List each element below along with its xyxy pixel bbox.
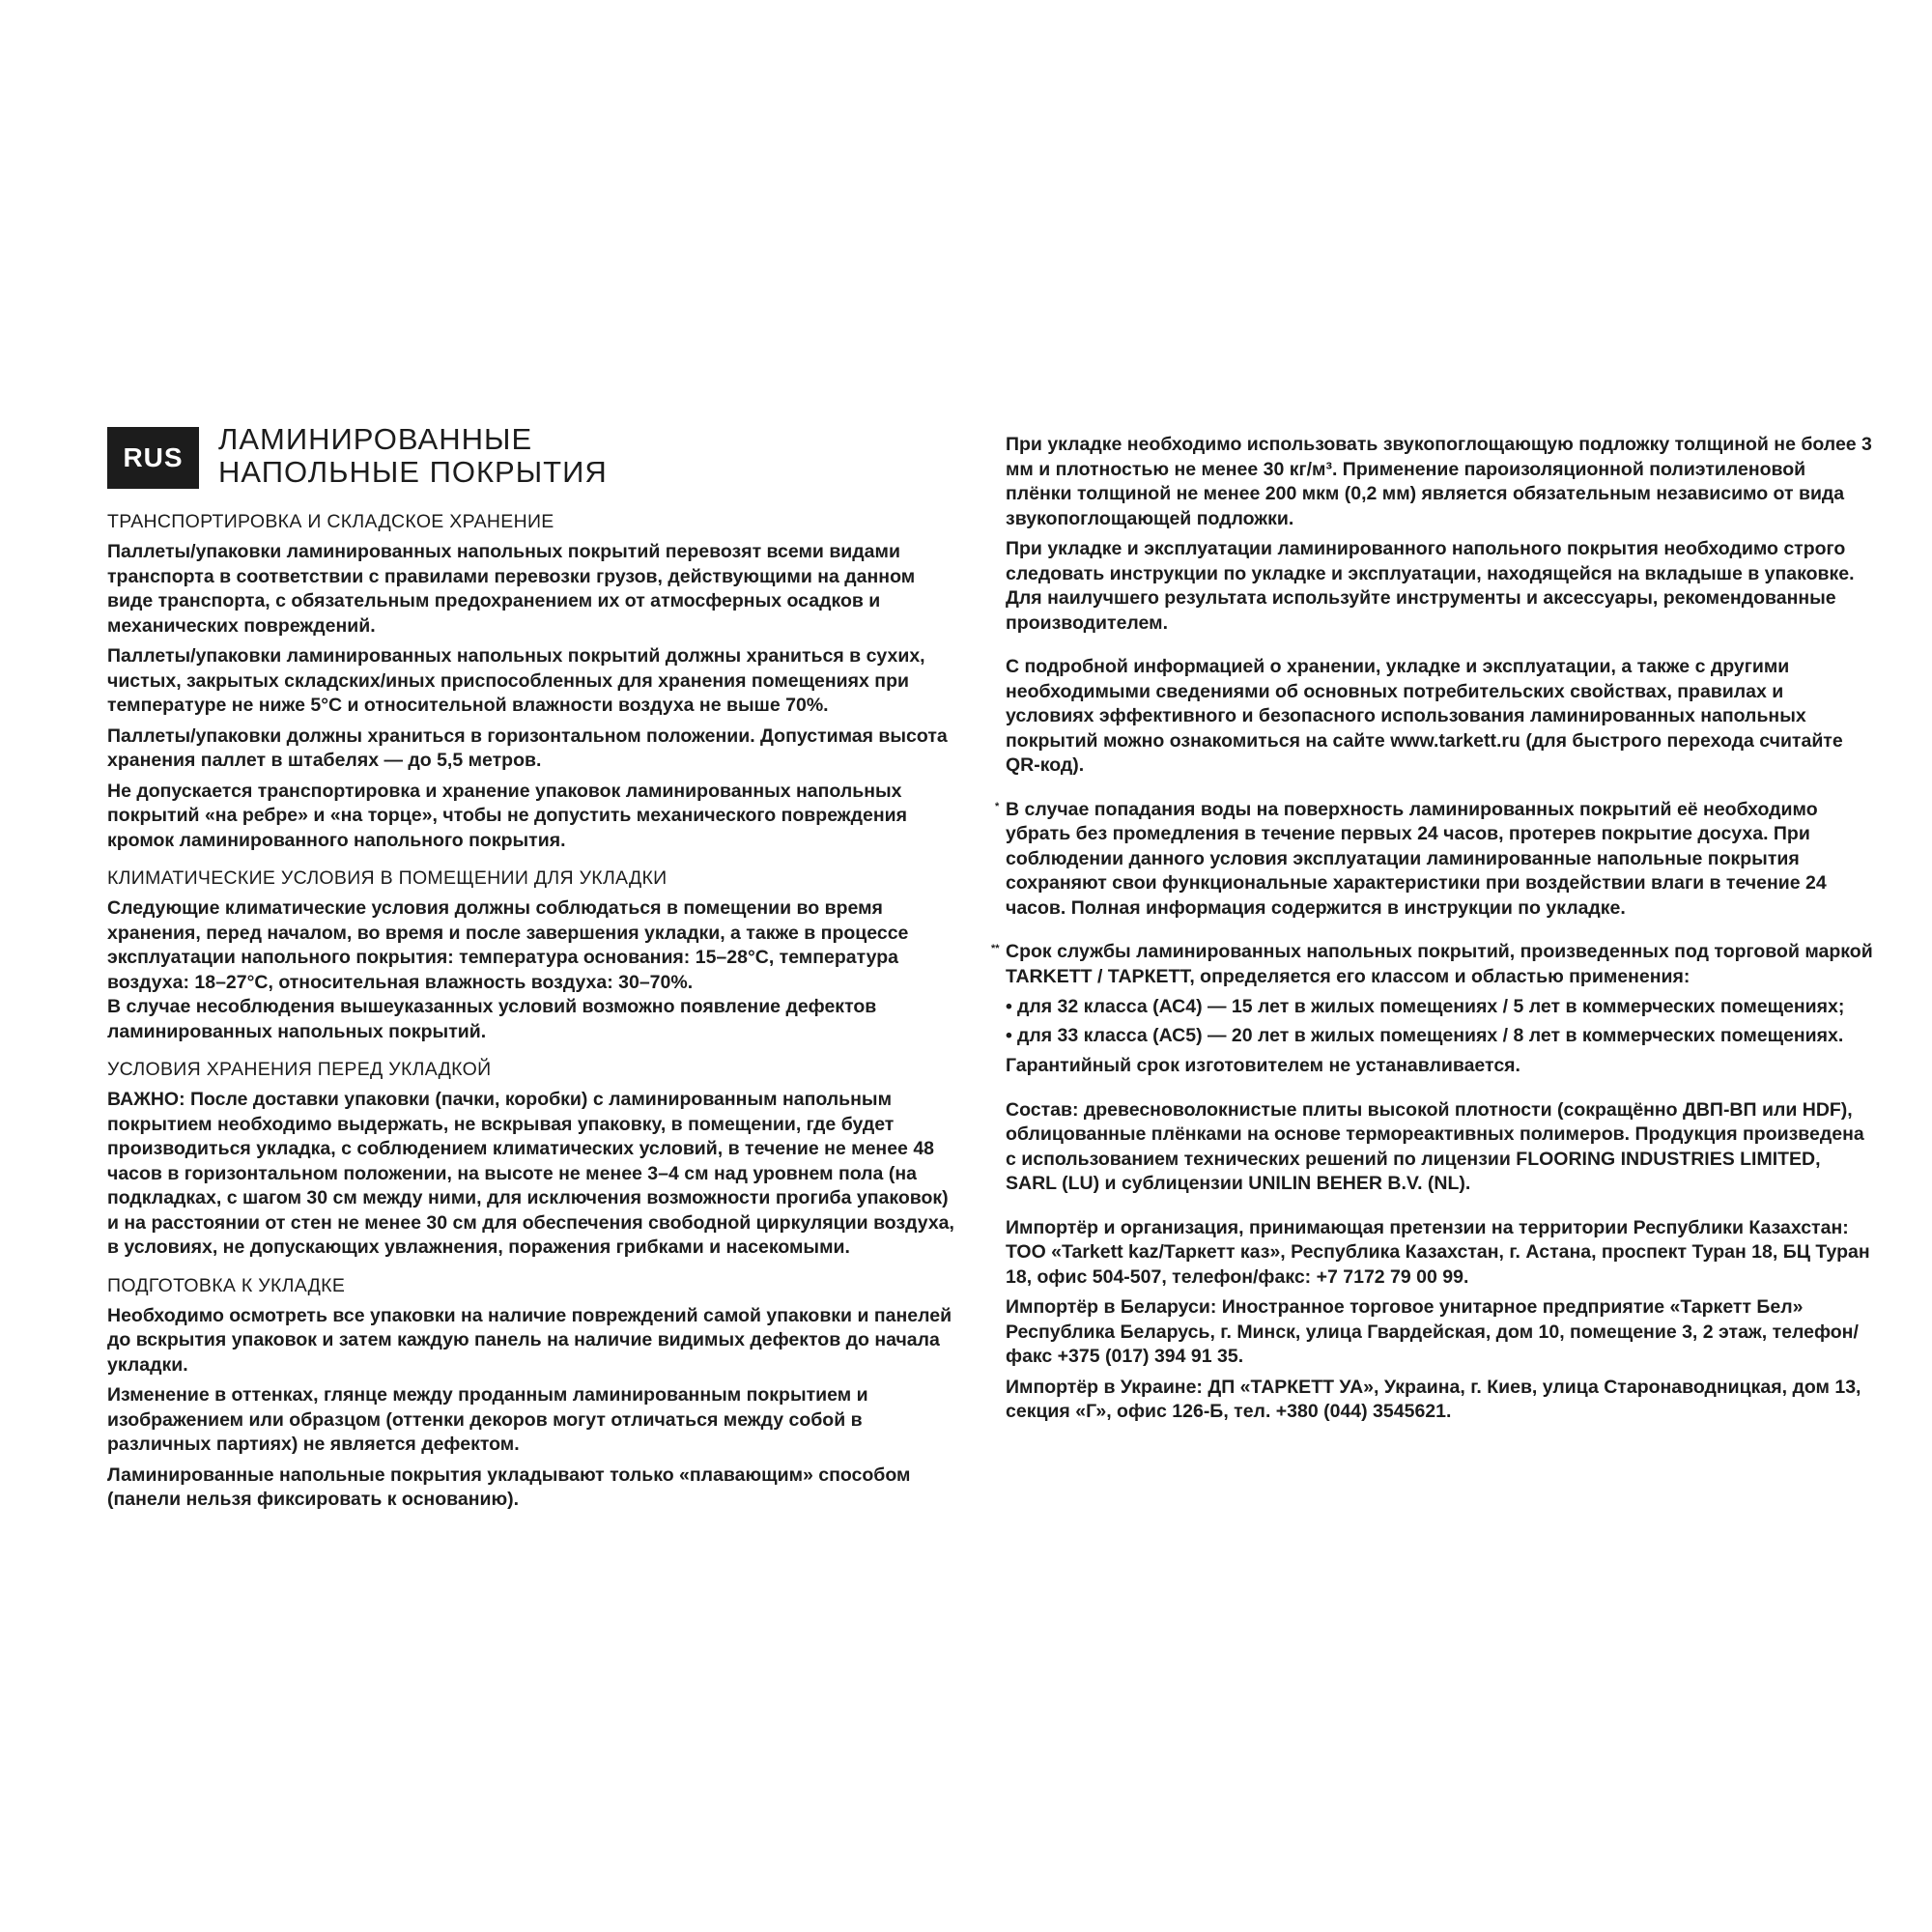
list-item: • для 33 класса (АС5) — 20 лет в жилых помещениях / 8 лет в коммерческих помещениях. — [1006, 1024, 1875, 1049]
paragraph: ВАЖНО: После доставки упаковки (пачки, коробки) с ламинированным напольным покрытием необходимо выдержать, не вскрывая упаковку, в помещении, где будет производиться укладка, с соблюдением климатических условий, в течение не менее 48 часов в горизонтальном положении, на высоте не менее 3–4 см над уровнем пола (на подкладках, с шагом 30 см между ними, для исключения возможности прогиба упаковок) и на расстоянии от стен не менее 30 см для обеспечения свободной циркуляции воздуха, в условиях, не допускающих увлажнения, поражения грибками и насекомыми. — [107, 1089, 954, 1258]
section-climate — [107, 867, 957, 1044]
paragraph-more-info: С подробной информацией о хранении, укладке и эксплуатации, а также с другими необходимыми сведениями об основных потребительских свойствах, правилах и условиях эффективного и безопасного использования ламинированных напольных покрытий можно ознакомиться на сайте www.tarkett.ru (для быстрого перехода считайте QR-код). — [1006, 656, 1843, 776]
paragraph: Ламинированные напольные покрытия укладывают только «плавающим» способом (панели нельзя фиксировать к основанию). — [107, 1463, 911, 1510]
paragraph: В случае несоблюдения вышеуказанных условий возможно появление дефектов ламинированных напольных покрытий. — [107, 996, 877, 1042]
footnote-mark: * — [995, 800, 1000, 812]
document-title — [218, 423, 608, 489]
paragraph: Паллеты/упаковки должны храниться в горизонтальном положении. Допустимая высота хранения паллет в штабелях — до 5,5 метров. — [107, 724, 948, 771]
footnote-service-life — [991, 940, 1875, 1079]
left-column — [107, 423, 957, 1526]
paragraph: Изменение в оттенках, глянце между проданным ламинированным покрытием и изображением или образцом (оттенки декоров могут отличаться между собой в различных партиях) не является дефектом. — [107, 1384, 868, 1455]
importer-belarus: Импортёр в Беларуси: Иностранное торговое унитарное предприятие «Таркетт Бел» Республика Беларусь, г. Минск, улица Гвардейская, дом 10, помещение 3, 2 этаж, телефон/факс +375 (017) 394 91 35. — [1006, 1296, 1859, 1367]
paragraph: Следующие климатические условия должны соблюдаться в помещении во время хранения, перед началом, во время и после завершения укладки, а также в процессе эксплуатации напольного покрытия: температура основания: 15–28°С, температура воздуха: 18–27°С, относительная влажность воздуха: 30–70%. — [107, 897, 909, 993]
section-preparation — [107, 1274, 957, 1513]
section-heading: КЛИМАТИЧЕСКИЕ УСЛОВИЯ В ПОМЕЩЕНИИ ДЛЯ УКЛАДКИ — [107, 867, 668, 889]
section-heading: УСЛОВИЯ ХРАНЕНИЯ ПЕРЕД УКЛАДКОЙ — [107, 1059, 492, 1080]
section-storage — [107, 1058, 957, 1261]
importer-kazakhstan: Импортёр и организация, принимающая претензии на территории Республики Казахстан: ТОО «Tarkett kaz/Таркетт каз», Республика Казахстан, г. Астана, проспект Туран 18, БЦ Туран 18, офис 504-507, телефон/факс: +7 7172 79 00 99. — [1006, 1216, 1870, 1288]
footnote-text: В случае попадания воды на поверхность ламинированных покрытий её необходимо убрать без промедления в течение первых 24 часов, протерев покрытие досуха. При соблюдении данного условия эксплуатации ламинированные напольные покрытия сохраняют свои функциональные характеристики при воздействии влаги в течение 24 часов. Полная информация содержится в инструкции по укладке. — [1006, 798, 1827, 919]
paragraph: Необходимо осмотреть все упаковки на наличие повреждений самой упаковки и панелей до вскрытия упаковок и затем каждую панель на наличие видимых дефектов до начала укладки. — [107, 1304, 952, 1376]
title-line-1: ЛАМИНИРОВАННЫЕ — [218, 422, 533, 456]
section-heading: ПОДГОТОВКА К УКЛАДКЕ — [107, 1274, 346, 1296]
footnote-water — [995, 798, 1875, 922]
document-header — [107, 423, 957, 489]
footnote-text: Срок службы ламинированных напольных покрытий, произведенных под торговой маркой TARKETT / ТАРКЕТТ, определяется его классом и областью применения: — [1006, 941, 1873, 987]
section-transport — [107, 510, 957, 853]
footnote-mark: ** — [991, 943, 1000, 954]
title-line-2: НАПОЛЬНЫЕ ПОКРЫТИЯ — [218, 455, 608, 489]
service-life-list — [1006, 995, 1875, 1048]
importer-ukraine: Импортёр в Украине: ДП «ТАРКЕТТ УА», Украина, г. Киев, улица Старонаводницкая, дом 13, секция «Г», офис 126-Б, тел. +380 (044) 3545621. — [1006, 1376, 1861, 1422]
paragraph: Не допускается транспортировка и хранение упаковок ламинированных напольных покрытий «на ребре» и «на торце», чтобы не допустить механического повреждения кромок ламинированного напольного покрытия. — [107, 780, 907, 851]
list-item: • для 32 класса (АС4) — 15 лет в жилых помещениях / 5 лет в коммерческих помещениях; — [1006, 995, 1875, 1020]
paragraph-underlay: При укладке необходимо использовать звукопоглощающую подложку толщиной не более 3 мм и плотностью не менее 30 кг/м³. Применение пароизоляционной полиэтиленовой плёнки толщиной не менее 200 мкм (0,2 мм) является обязательным независимо от вида звукопоглощающей подложки. — [1006, 434, 1872, 529]
right-column — [991, 433, 1875, 1431]
warranty-text: Гарантийный срок изготовителем не устанавливается. — [1006, 1055, 1520, 1076]
paragraph: Паллеты/упаковки ламинированных напольных покрытий перевозят всеми видами транспорта в соответствии с правилами перевозки грузов, действующими на данном виде транспорта, с обязательным предохранением их от атмосферных осадков и механических повреждений. — [107, 541, 916, 637]
paragraph: Паллеты/упаковки ламинированных напольных покрытий должны храниться в сухих, чистых, закрытых складских/иных приспособленных для хранения помещениях при температуре не ниже 5°С и относительной влажности воздуха не выше 70%. — [107, 645, 925, 716]
paragraph-instructions: При укладке и эксплуатации ламинированного напольного покрытия необходимо строго следовать инструкции по укладке и эксплуатации, находящейся на вкладыше в упаковке. Для наилучшего результата используйте инструменты и аксессуары, рекомендованные производителем. — [1006, 538, 1855, 634]
language-badge: RUS — [107, 427, 199, 489]
composition-text: Состав: древесноволокнистые плиты высокой плотности (сокращённо ДВП-ВП или HDF), облицованные плёнками на основе термореактивных полимеров. Продукция произведена с использованием технических решений по лицензии FLOORING INDUSTRIES LIMITED, SARL (LU) и сублицензии UNILIN BEHER B.V. (NL). — [1006, 1098, 1864, 1194]
section-heading: ТРАНСПОРТИРОВКА И СКЛАДСКОЕ ХРАНЕНИЕ — [107, 511, 554, 532]
